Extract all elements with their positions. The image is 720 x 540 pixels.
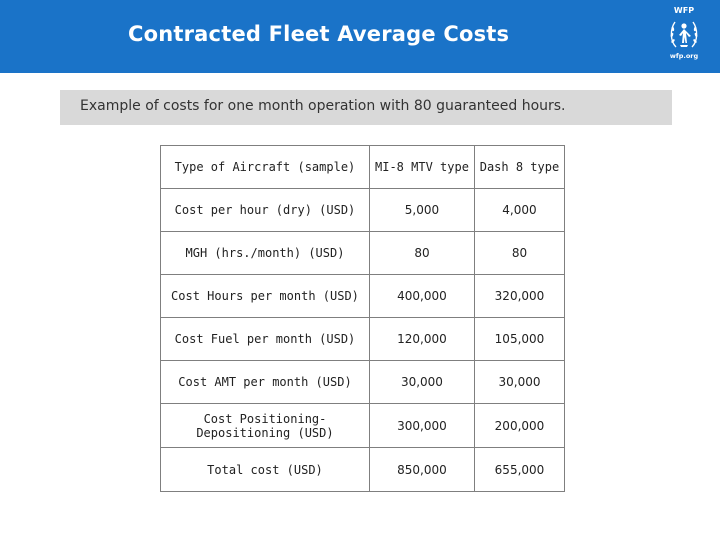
table-row: [161, 361, 565, 404]
row-label: Total cost (USD): [161, 448, 370, 492]
dash8-value: 200,000: [474, 404, 564, 448]
page-title: Contracted Fleet Average Costs: [128, 22, 510, 46]
subtitle-banner: [60, 90, 672, 125]
mi8-value: 850,000: [369, 448, 474, 492]
row-label: Cost AMT per month (USD): [161, 361, 370, 404]
table-row: [161, 232, 565, 275]
mi8-value: 300,000: [369, 404, 474, 448]
dash8-value: 320,000: [474, 275, 564, 318]
table-row: [161, 189, 565, 232]
logo-top-text: WFP: [673, 6, 695, 15]
table-row: [161, 404, 565, 448]
header-dash8: Dash 8 type: [474, 146, 564, 189]
header-bar: [0, 0, 720, 73]
table-row: [161, 448, 565, 492]
dash8-value: 4,000: [474, 189, 564, 232]
header-mi8: MI-8 MTV type: [369, 146, 474, 189]
row-label: Cost Hours per month (USD): [161, 275, 370, 318]
dash8-value: 30,000: [474, 361, 564, 404]
mi8-value: 120,000: [369, 318, 474, 361]
wfp-logo: [657, 4, 711, 68]
logo-bottom-text: wfp.org: [669, 52, 699, 60]
dash8-value: 80: [474, 232, 564, 275]
subtitle-text: Example of costs for one month operation with 80 guaranteed hours.: [80, 98, 566, 114]
table-row: [161, 318, 565, 361]
row-label: Cost per hour (dry) (USD): [161, 189, 370, 232]
header-aircraft-type: Type of Aircraft (sample): [161, 146, 370, 189]
cost-table: [160, 145, 565, 492]
mi8-value: 30,000: [369, 361, 474, 404]
dash8-value: 655,000: [474, 448, 564, 492]
row-label: Cost Fuel per month (USD): [161, 318, 370, 361]
un-laurel-emblem-icon: [667, 17, 701, 51]
row-label: Cost Positioning-Depositioning (USD): [161, 404, 370, 448]
mi8-value: 80: [369, 232, 474, 275]
mi8-value: 400,000: [369, 275, 474, 318]
mi8-value: 5,000: [369, 189, 474, 232]
table-header-row: [161, 146, 565, 189]
row-label: MGH (hrs./month) (USD): [161, 232, 370, 275]
dash8-value: 105,000: [474, 318, 564, 361]
table-row: [161, 275, 565, 318]
